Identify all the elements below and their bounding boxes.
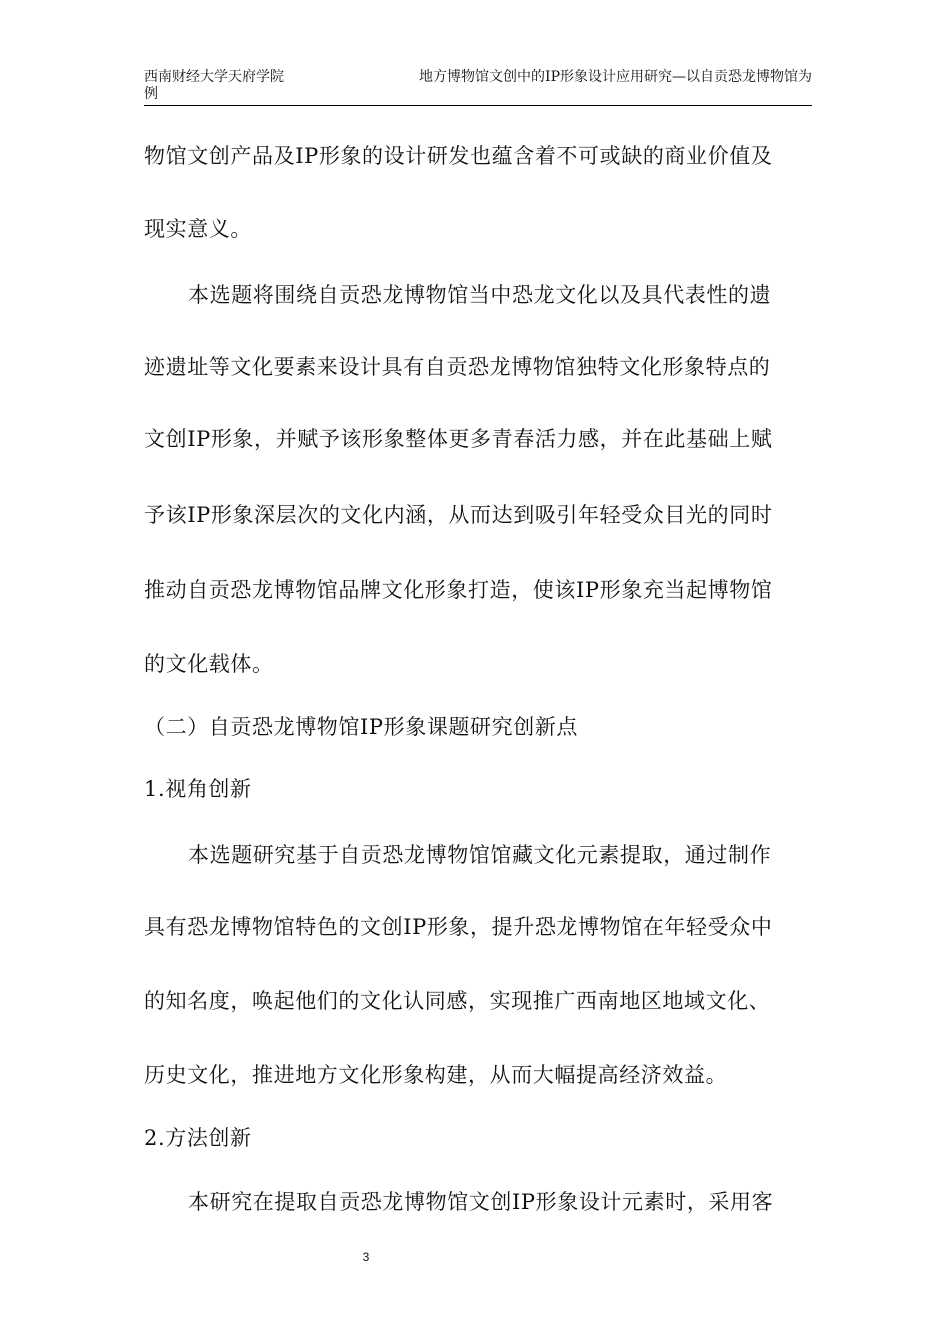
paragraph-line: 现实意义。	[144, 217, 252, 241]
paragraph-line: 迹遗址等文化要素来设计具有自贡恐龙博物馆独特文化形象特点的	[144, 355, 771, 379]
paragraph-line: 本研究在提取自贡恐龙博物馆文创IP形象设计元素时，采用客	[188, 1190, 774, 1214]
header-title-wrap: 例	[144, 86, 158, 102]
page-header	[144, 69, 812, 106]
header-institution	[144, 69, 374, 103]
paragraph-line: 文创IP形象，并赋予该形象整体更多青春活力感，并在此基础上赋	[144, 427, 773, 451]
paragraph-line: 的知名度，唤起他们的文化认同感，实现推广西南地区地域文化、	[144, 989, 771, 1013]
paragraph-line: 历史文化，推进地方文化形象构建，从而大幅提高经济效益。	[144, 1063, 728, 1087]
paragraph-line: 推动自贡恐龙博物馆品牌文化形象打造，使该IP形象充当起博物馆	[144, 578, 773, 602]
header-title: 地方博物馆文创中的IP形象设计应用研究—以自贡恐龙博物馆为	[419, 69, 812, 85]
paragraph-line: 物馆文创产品及IP形象的设计研发也蕴含着不可或缺的商业价值及	[144, 144, 773, 168]
subsection-heading: 2.方法创新	[144, 1126, 252, 1150]
paragraph-line: 本选题将围绕自贡恐龙博物馆当中恐龙文化以及具代表性的遗	[188, 283, 772, 307]
paragraph-line: 具有恐龙博物馆特色的文创IP形象，提升恐龙博物馆在年轻受众中	[144, 915, 773, 939]
section-heading: （二）自贡恐龙博物馆IP形象课题研究创新点	[144, 715, 579, 739]
paragraph-line: 的文化载体。	[144, 652, 274, 676]
page-number: 3	[362, 1250, 370, 1264]
subsection-heading: 1.视角创新	[144, 777, 252, 801]
paragraph-line: 本选题研究基于自贡恐龙博物馆馆藏文化元素提取，通过制作	[188, 843, 772, 867]
header-institution-name: 西南财经大学天府学院	[144, 69, 284, 85]
paragraph-line: 予该IP形象深层次的文化内涵，从而达到吸引年轻受众目光的同时	[144, 503, 773, 527]
